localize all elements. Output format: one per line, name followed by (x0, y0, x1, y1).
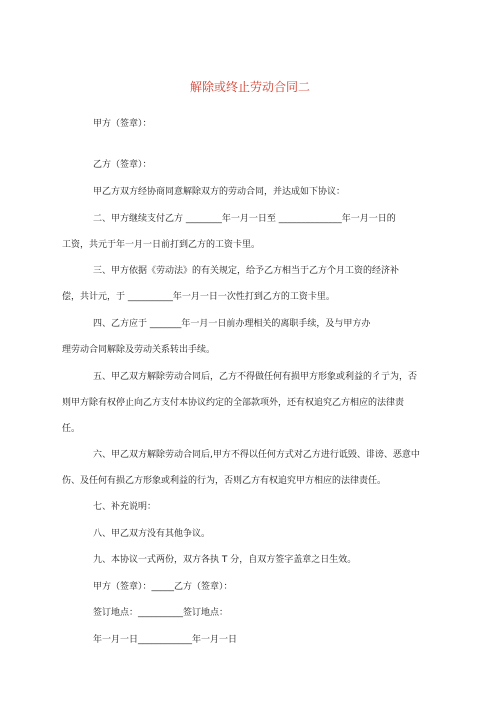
signing-place-row: 签订地点：__________签订地点： (93, 608, 229, 618)
clause-4-line-2: 理劳动合同解除及劳动关系转出手续。 (62, 345, 216, 355)
clause-5-line-3: 任。 (62, 424, 81, 434)
clause-7: 七、补充说明： (93, 502, 157, 512)
clause-6-line-1: 六、甲乙双方解除劳动合同后,甲方不得以任何方式对乙方进行诋毁、诽谤、恶意中 (93, 450, 420, 460)
clause-4-line-1: 四、乙方应于 _______年一月一日前办理相关的离职手续，及与甲方办 (93, 319, 371, 329)
clause-8: 八、甲乙双方没有其他争议。 (93, 529, 211, 539)
clause-3-line-2: 偿，共计元，于 __________年一月一日一次性打到乙方的工资卡里。 (62, 292, 335, 302)
clause-5-line-1: 五、甲乙双方解除劳动合同后，乙方不得做任何有损甲方形象或利益的彳亍为，否 (93, 372, 418, 382)
agreement-intro: 甲乙方双方经协商同意解除双方的劳动合同，并达成如下协议： (93, 187, 346, 197)
clause-5-line-2: 则甲方除有权停止向乙方支付本协议约定的全部款项外，还有权追究乙方相应的法律责 (62, 398, 405, 408)
clause-2-line-1: 二、甲方继续支付乙方 ________年一月一日至 ______________年一月一日的 (93, 214, 396, 224)
clause-6-line-2: 伤、及任何有损乙方形象或利益的行为，否则乙方有权追究甲方相应的法律责任。 (62, 476, 387, 486)
clause-2-line-2: 工资，共元于年一月一日前打到乙方的工资卡里。 (62, 240, 261, 250)
signing-date-row: 年一月一日____________年一月一日 (93, 635, 238, 645)
signature-row: 甲方（签章）：_____乙方（签章）： (93, 582, 233, 592)
party-b-signature: 乙方（签章）： (93, 160, 152, 170)
party-a-signature: 甲方（签章）： (93, 119, 152, 129)
clause-9: 九、本协议一式两份，双方各执 T 分，自双方签字盖章之日生效。 (93, 555, 357, 565)
document-title: 解除或终止劳动合同二 (189, 80, 310, 94)
clause-3-line-1: 三、甲方依据《劳动法》的有关规定，给予乙方相当于乙方个月工资的经济补 (93, 266, 400, 276)
